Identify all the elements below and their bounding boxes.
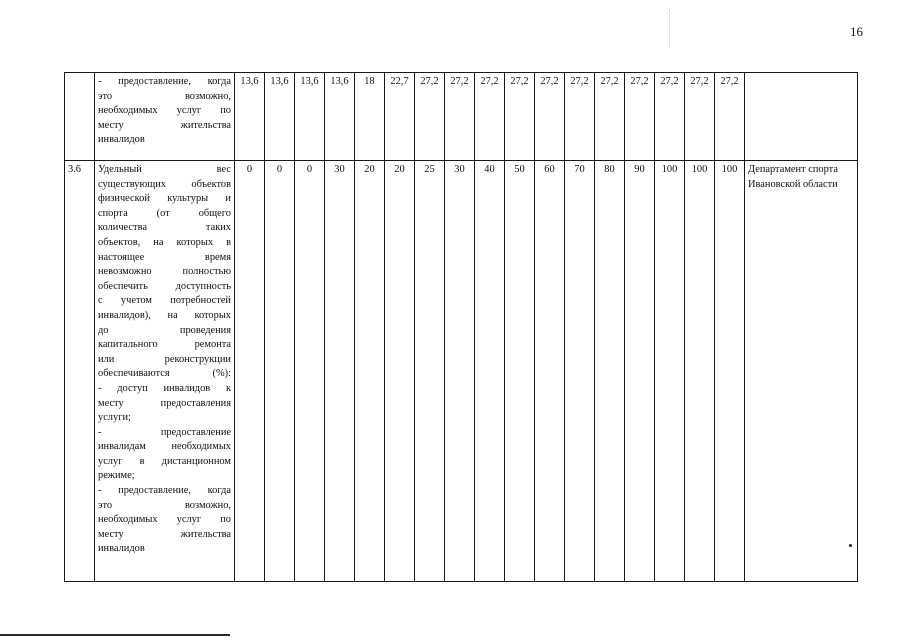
description-line: невозможно полностью <box>98 266 231 278</box>
value-cell: 90 <box>625 161 655 582</box>
scan-artifact-underline <box>0 634 230 636</box>
description-line: - предоставление, когда <box>98 76 231 87</box>
row-id-cell <box>65 73 95 161</box>
value-cell: 27,2 <box>415 73 445 161</box>
description-line: капитального ремонта <box>98 339 231 351</box>
value-cell: 27,2 <box>445 73 475 161</box>
table-row <box>65 161 858 582</box>
value-cell: 80 <box>595 161 625 582</box>
value-cell: 27,2 <box>505 73 535 161</box>
value-cell: 22,7 <box>385 73 415 161</box>
value-cell: 20 <box>385 161 415 582</box>
value-cell: 27,2 <box>655 73 685 161</box>
description-cell <box>95 73 235 161</box>
description-line: услуг в дистанционном <box>98 455 231 467</box>
description-line: инвалидов <box>98 543 145 555</box>
description-line: месту предоставления <box>98 397 231 409</box>
value-cell: 27,2 <box>475 73 505 161</box>
value-cell: 25 <box>415 161 445 582</box>
table-row <box>65 73 858 161</box>
description-line: - предоставление <box>98 426 231 438</box>
value-cell: 27,2 <box>565 73 595 161</box>
value-cell: 40 <box>475 161 505 582</box>
description-line: до проведения <box>98 324 231 336</box>
description-line: обеспечить доступность <box>98 280 231 292</box>
description-line: с учетом потребностей <box>98 295 231 307</box>
scan-artifact-line <box>669 10 671 48</box>
description-line: месту жительства <box>98 528 231 540</box>
value-cell: 100 <box>715 161 745 582</box>
department-cell: Департамент спорта Ивановской области <box>745 161 858 582</box>
description-line: необходимых услуг по <box>98 105 231 117</box>
description-line: настоящее время <box>98 251 231 263</box>
scan-speck <box>849 544 852 547</box>
department-cell <box>745 73 858 161</box>
value-cell: 60 <box>535 161 565 582</box>
row-id-cell: 3.6 <box>65 161 95 582</box>
value-cell: 100 <box>655 161 685 582</box>
description-line: Удельный вес <box>98 164 231 175</box>
value-cell: 27,2 <box>595 73 625 161</box>
value-cell: 20 <box>355 161 385 582</box>
description-line: инвалидов <box>98 134 145 146</box>
value-cell: 70 <box>565 161 595 582</box>
description-line: услуги; <box>98 412 131 424</box>
value-cell: 30 <box>325 161 355 582</box>
description-line: - доступ инвалидов к <box>98 382 231 394</box>
description-line: это возможно, <box>98 499 231 511</box>
indicator-table <box>64 72 858 582</box>
description-line: - предоставление, когда <box>98 485 231 497</box>
value-cell: 13,6 <box>265 73 295 161</box>
value-cell: 0 <box>235 161 265 582</box>
value-cell: 13,6 <box>295 73 325 161</box>
value-cell: 0 <box>295 161 325 582</box>
description-line: режиме; <box>98 470 135 482</box>
description-line: инвалидам необходимых <box>98 441 231 453</box>
value-cell: 27,2 <box>715 73 745 161</box>
description-cell <box>95 161 235 582</box>
value-cell: 50 <box>505 161 535 582</box>
value-cell: 18 <box>355 73 385 161</box>
description-line: объектов, на которых в <box>98 236 231 248</box>
value-cell: 27,2 <box>685 73 715 161</box>
description-line: инвалидов), на которых <box>98 309 231 321</box>
description-line: это возможно, <box>98 90 231 102</box>
description-line: месту жительства <box>98 119 231 131</box>
value-cell: 13,6 <box>235 73 265 161</box>
value-cell: 13,6 <box>325 73 355 161</box>
value-cell: 100 <box>685 161 715 582</box>
description-line: количества таких <box>98 222 231 234</box>
description-line: спорта (от общего <box>98 207 231 219</box>
description-line: или реконструкции <box>98 353 231 365</box>
page-number: 16 <box>850 24 863 39</box>
value-cell: 0 <box>265 161 295 582</box>
description-line: существующих объектов <box>98 178 231 190</box>
value-cell: 27,2 <box>535 73 565 161</box>
description-line: необходимых услуг по <box>98 514 231 526</box>
value-cell: 27,2 <box>625 73 655 161</box>
description-line: обеспечиваются (%): <box>98 368 231 380</box>
description-line: физической культуры и <box>98 193 231 205</box>
value-cell: 30 <box>445 161 475 582</box>
